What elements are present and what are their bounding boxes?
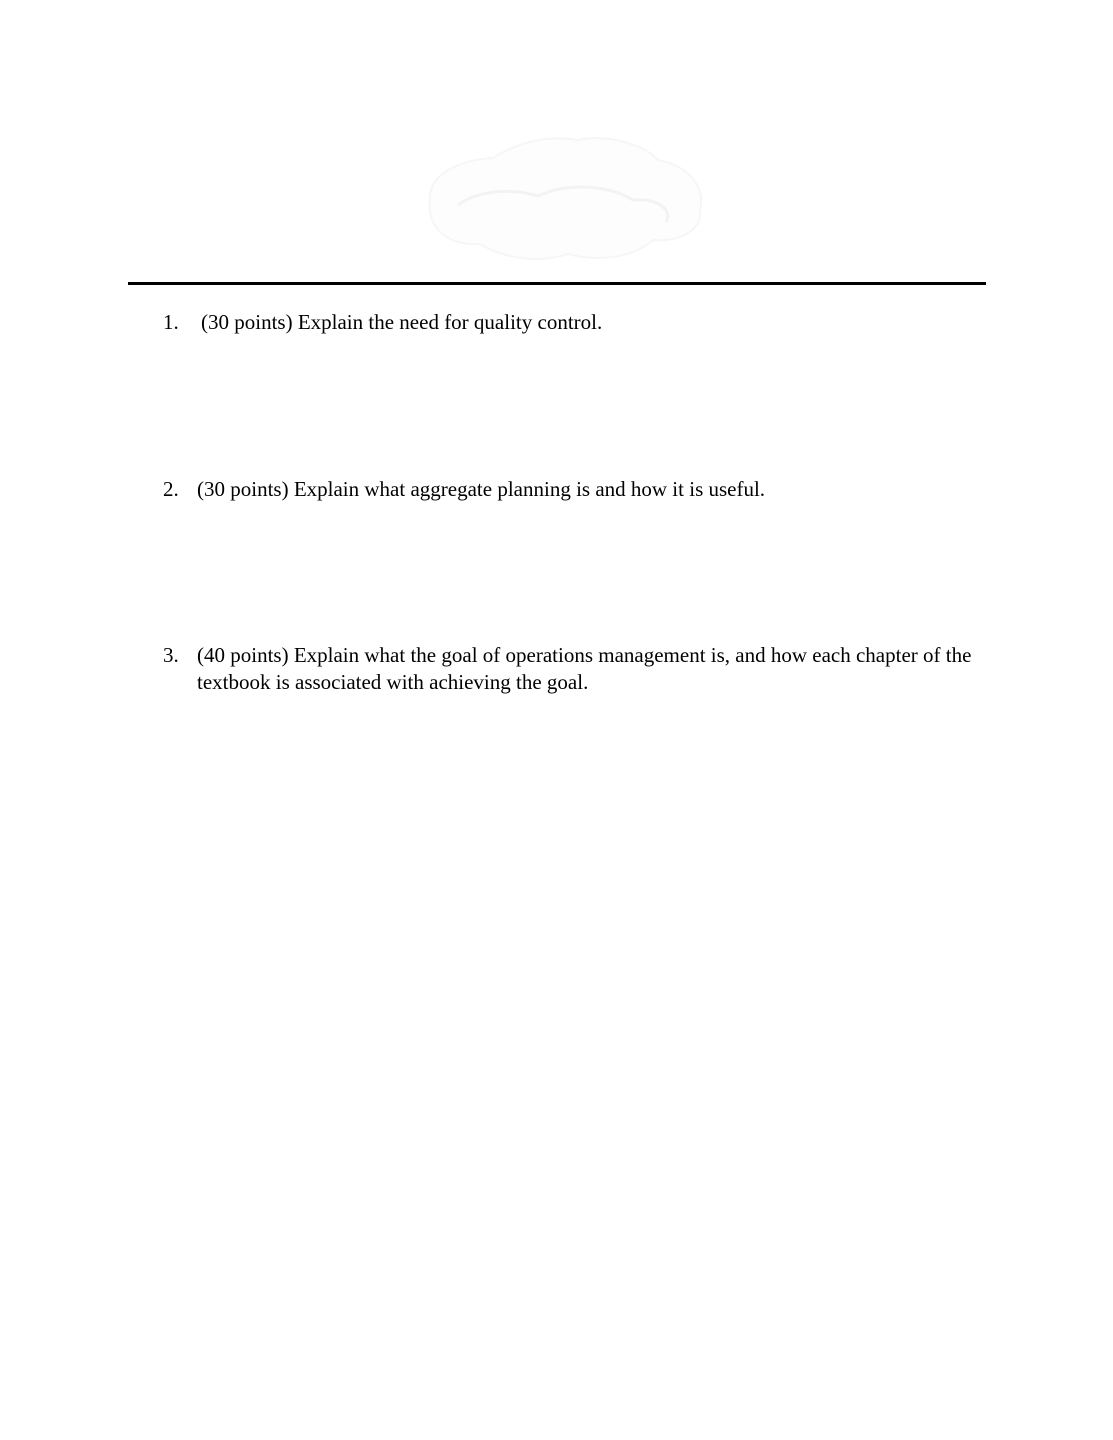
question-text: (40 points) Explain what the goal of operations management is, and how each chapter of the textbook is associated with achieving the goal. — [197, 643, 972, 694]
question-number: 2. — [163, 477, 179, 501]
question-number: 1. — [163, 310, 179, 334]
question-text: (30 points) Explain the need for quality control. — [201, 310, 603, 334]
header-divider — [128, 282, 986, 285]
redacted-header-mark — [418, 130, 708, 265]
question-number: 3. — [163, 643, 179, 667]
question-text: (30 points) Explain what aggregate planning is and how it is useful. — [197, 477, 766, 501]
